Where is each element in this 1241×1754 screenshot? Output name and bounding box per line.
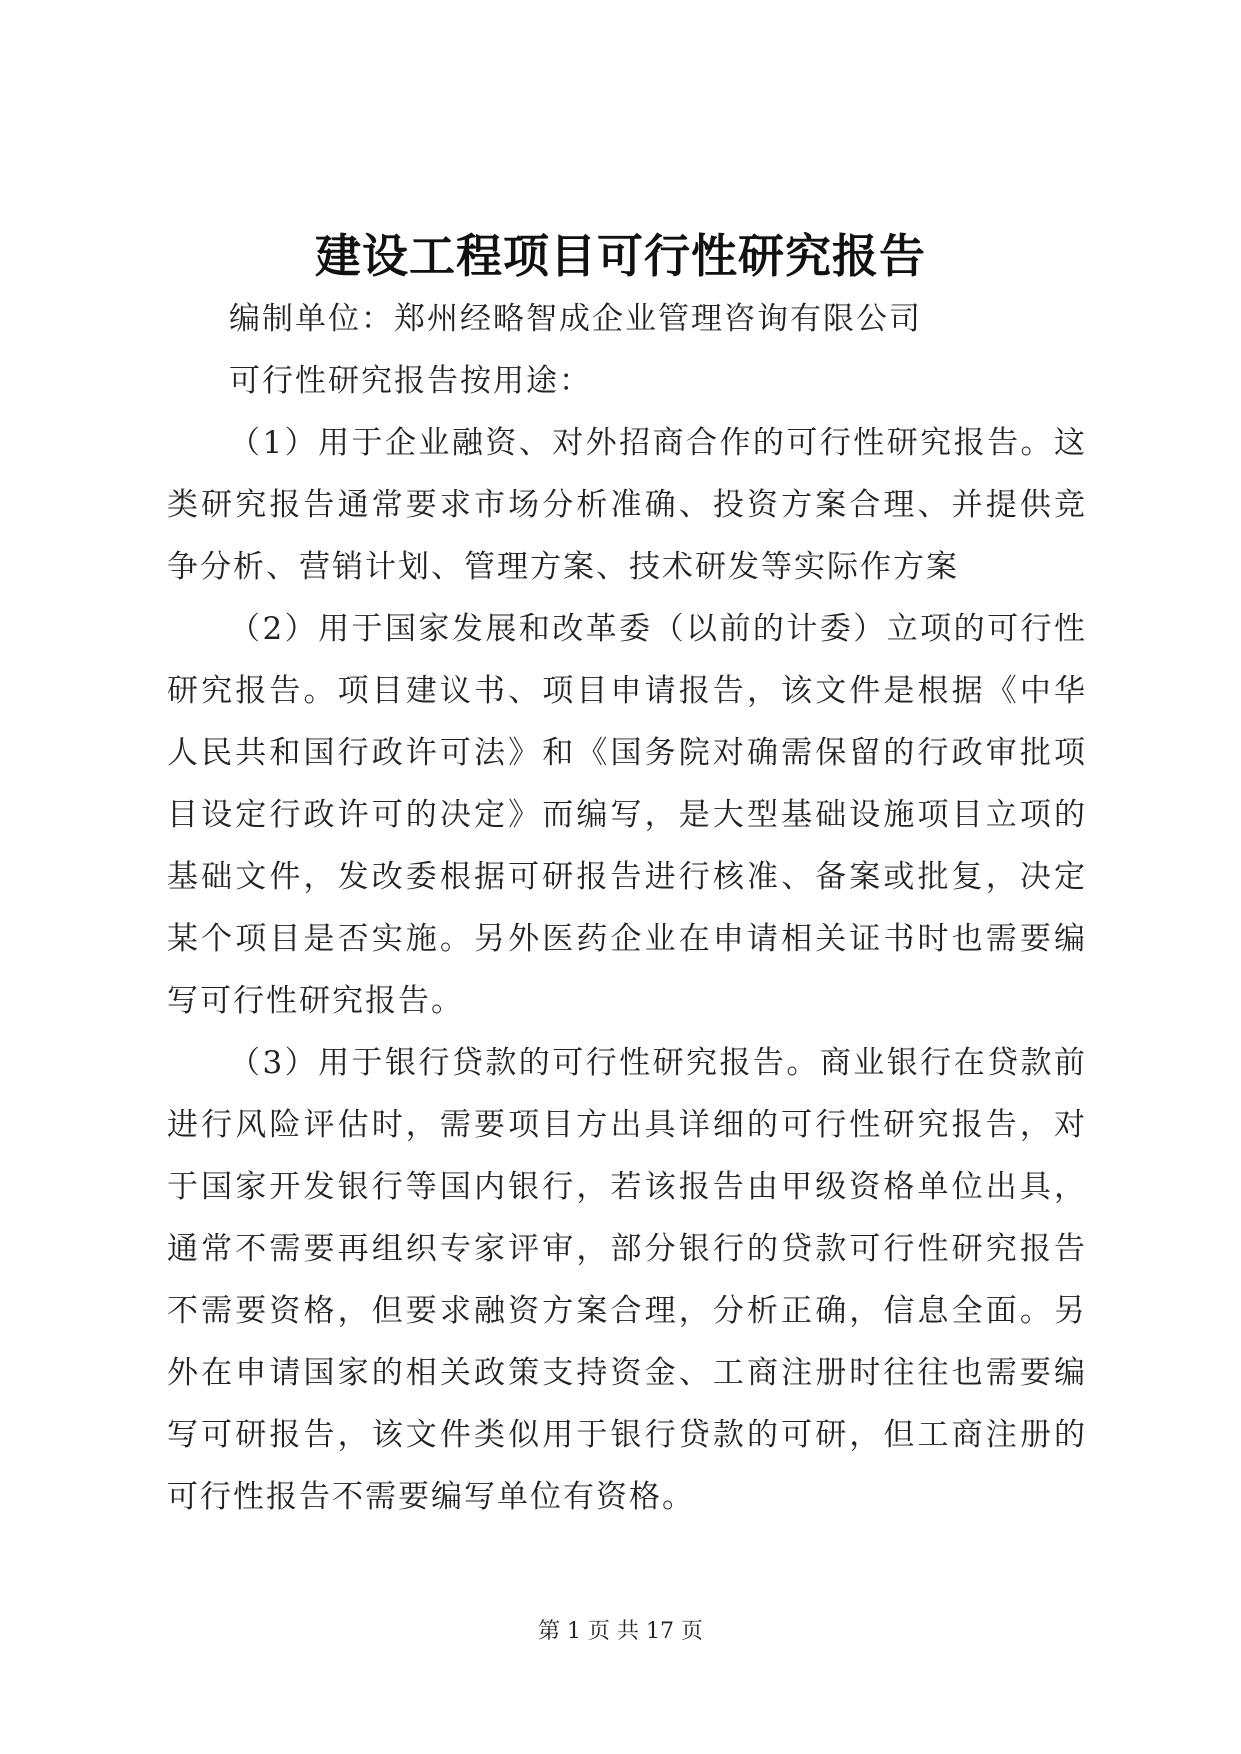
document-title: 建设工程项目可行性研究报告 [315,229,926,283]
paragraph-1: （1）用于企业融资、对外招商合作的可行性研究报告。这类研究报告通常要求市场分析准确、投资方案合理、并提供竞争分析、营销计划、管理方案、技术研发等实际作方案 [167,425,1087,585]
paragraph-3: （3）用于银行贷款的可行性研究报告。商业银行在贷款前进行风险评估时，需要项目方出具详细的可行性研究报告，对于国家开发银行等国内银行，若该报告由甲级资格单位出具，通常不需要再组织专家评审，部分银行的贷款可行性研究报告不需要资格，但要求融资方案合理，分析正确，信息全面。另外在申请国家的相关政策支持资金、工商注册时往往也需要编写可研报告，该文件类似用于银行贷款的可研，但工商注册的可行性报告不需要编写单位有资格。 [167,1045,1087,1515]
document-body [167,288,1087,1528]
intro-line: 可行性研究报告按用途： [229,363,592,399]
paragraph-2: （2）用于国家发展和改革委（以前的计委）立项的可行性研究报告。项目建议书、项目申请报告，该文件是根据《中华人民共和国行政许可法》和《国务院对确需保留的行政审批项目设定行政许可的决定》而编写，是大型基础设施项目立项的基础文件，发改委根据可研报告进行核准、备案或批复，决定某个项目是否实施。另外医药企业在申请相关证书时也需要编写可行性研究报告。 [167,611,1087,1019]
page-footer: 第 1 页 共 17 页 [538,1619,703,1644]
compiler-line: 编制单位：郑州经略智成企业管理咨询有限公司 [229,301,922,337]
